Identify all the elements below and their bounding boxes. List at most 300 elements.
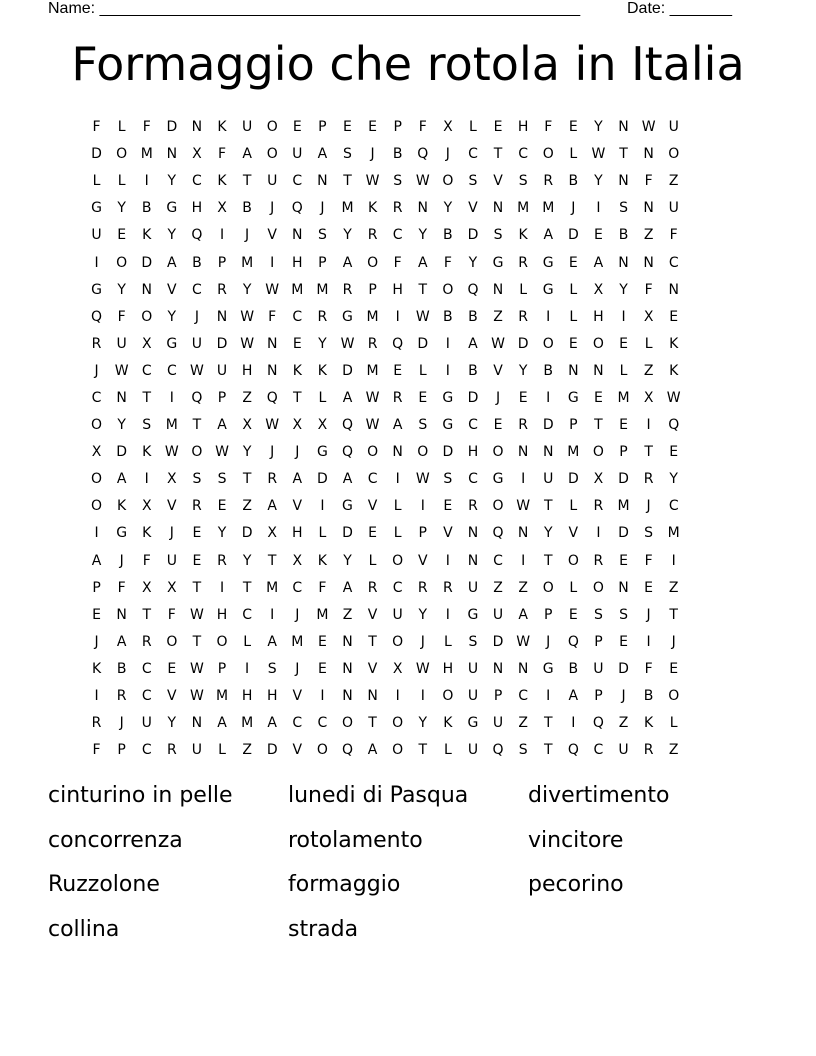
- grid-letter[interactable]: S: [468, 173, 478, 190]
- grid-letter[interactable]: L: [393, 498, 402, 515]
- grid-letter[interactable]: A: [468, 335, 478, 352]
- grid-letter[interactable]: T: [543, 742, 553, 759]
- grid-letter[interactable]: O: [91, 498, 103, 515]
- grid-letter[interactable]: E: [217, 498, 227, 515]
- grid-letter[interactable]: B: [568, 660, 579, 677]
- grid-letter[interactable]: T: [267, 552, 277, 569]
- grid-letter[interactable]: C: [593, 742, 604, 759]
- grid-letter[interactable]: Q: [492, 742, 504, 759]
- grid-letter[interactable]: E: [619, 552, 628, 569]
- grid-letter[interactable]: O: [442, 688, 454, 705]
- grid-letter[interactable]: X: [167, 579, 177, 596]
- grid-letter[interactable]: S: [518, 173, 528, 190]
- grid-letter[interactable]: N: [643, 146, 654, 163]
- grid-letter[interactable]: K: [142, 227, 152, 244]
- grid-letter[interactable]: L: [418, 362, 427, 379]
- grid-letter[interactable]: O: [141, 308, 153, 325]
- grid-letter[interactable]: V: [443, 525, 453, 542]
- grid-letter[interactable]: D: [467, 389, 479, 406]
- grid-letter[interactable]: J: [270, 444, 275, 461]
- grid-letter[interactable]: R: [643, 742, 654, 759]
- grid-letter[interactable]: N: [141, 281, 152, 298]
- grid-letter[interactable]: G: [492, 471, 504, 488]
- grid-letter[interactable]: H: [292, 525, 303, 542]
- grid-letter[interactable]: F: [393, 254, 402, 271]
- grid-letter[interactable]: W: [190, 660, 204, 677]
- grid-letter[interactable]: L: [469, 119, 477, 136]
- grid-letter[interactable]: Y: [242, 552, 252, 569]
- grid-letter[interactable]: N: [643, 254, 654, 271]
- grid-letter[interactable]: Z: [342, 606, 353, 623]
- grid-letter[interactable]: S: [142, 417, 152, 434]
- grid-letter[interactable]: R: [518, 417, 528, 434]
- grid-letter[interactable]: E: [317, 660, 327, 677]
- grid-letter[interactable]: E: [343, 119, 352, 136]
- grid-letter[interactable]: C: [141, 660, 152, 677]
- grid-letter[interactable]: W: [591, 146, 606, 163]
- grid-letter[interactable]: M: [341, 200, 354, 217]
- grid-letter[interactable]: P: [594, 688, 603, 705]
- grid-letter[interactable]: D: [216, 335, 228, 352]
- grid-letter[interactable]: U: [593, 660, 604, 677]
- grid-letter[interactable]: Q: [191, 227, 203, 244]
- grid-letter[interactable]: E: [593, 389, 603, 406]
- grid-letter[interactable]: K: [217, 119, 227, 136]
- grid-letter[interactable]: D: [417, 335, 429, 352]
- grid-letter[interactable]: W: [516, 498, 531, 515]
- grid-letter[interactable]: M: [266, 579, 279, 596]
- grid-letter[interactable]: W: [265, 417, 280, 434]
- grid-letter[interactable]: I: [270, 254, 275, 271]
- grid-letter[interactable]: N: [492, 200, 504, 217]
- grid-letter[interactable]: G: [542, 660, 554, 677]
- grid-letter[interactable]: X: [91, 444, 102, 461]
- grid-letter[interactable]: O: [116, 254, 128, 271]
- grid-letter[interactable]: C: [518, 146, 529, 163]
- grid-letter[interactable]: I: [521, 552, 526, 569]
- grid-letter[interactable]: K: [518, 227, 528, 244]
- grid-letter[interactable]: I: [144, 173, 149, 190]
- grid-letter[interactable]: E: [443, 498, 453, 515]
- grid-letter[interactable]: C: [292, 715, 303, 732]
- grid-letter[interactable]: G: [442, 417, 454, 434]
- grid-letter[interactable]: D: [166, 119, 178, 136]
- grid-letter[interactable]: X: [292, 417, 303, 434]
- grid-letter[interactable]: W: [114, 362, 129, 379]
- grid-letter[interactable]: K: [142, 525, 152, 542]
- grid-letter[interactable]: U: [191, 335, 203, 352]
- grid-letter[interactable]: R: [593, 498, 604, 515]
- grid-letter[interactable]: T: [242, 173, 252, 190]
- grid-letter[interactable]: I: [320, 498, 325, 515]
- grid-letter[interactable]: J: [295, 606, 300, 623]
- grid-letter[interactable]: E: [493, 119, 503, 136]
- grid-letter[interactable]: A: [242, 146, 252, 163]
- grid-letter[interactable]: I: [671, 552, 676, 569]
- grid-letter[interactable]: W: [491, 335, 505, 352]
- grid-letter[interactable]: J: [295, 444, 300, 461]
- grid-letter[interactable]: F: [142, 119, 151, 136]
- grid-letter[interactable]: A: [267, 633, 277, 650]
- grid-letter[interactable]: E: [368, 119, 377, 136]
- grid-letter[interactable]: G: [116, 525, 128, 542]
- grid-letter[interactable]: H: [467, 444, 479, 461]
- grid-letter[interactable]: R: [518, 254, 528, 271]
- grid-letter[interactable]: V: [367, 498, 378, 515]
- grid-letter[interactable]: T: [368, 633, 377, 650]
- grid-letter[interactable]: L: [393, 525, 402, 542]
- grid-letter[interactable]: O: [668, 146, 680, 163]
- grid-letter[interactable]: N: [342, 633, 353, 650]
- grid-letter[interactable]: Y: [242, 281, 252, 298]
- grid-letter[interactable]: V: [167, 688, 177, 705]
- grid-letter[interactable]: D: [618, 471, 629, 488]
- grid-letter[interactable]: T: [669, 606, 678, 623]
- grid-letter[interactable]: I: [320, 688, 325, 705]
- grid-letter[interactable]: I: [420, 688, 425, 705]
- grid-letter[interactable]: B: [392, 146, 403, 163]
- grid-letter[interactable]: Y: [418, 606, 428, 623]
- grid-letter[interactable]: L: [644, 335, 653, 352]
- grid-letter[interactable]: E: [669, 660, 679, 677]
- grid-letter[interactable]: O: [542, 335, 554, 352]
- grid-letter[interactable]: F: [92, 119, 101, 136]
- grid-letter[interactable]: O: [392, 742, 404, 759]
- grid-letter[interactable]: N: [593, 362, 604, 379]
- grid-letter[interactable]: C: [668, 498, 679, 515]
- grid-letter[interactable]: G: [166, 200, 178, 217]
- grid-letter[interactable]: F: [644, 281, 653, 298]
- grid-letter[interactable]: E: [619, 417, 628, 434]
- grid-letter[interactable]: Q: [341, 417, 353, 434]
- grid-letter[interactable]: Q: [392, 335, 404, 352]
- grid-letter[interactable]: L: [569, 308, 578, 325]
- grid-letter[interactable]: F: [644, 173, 653, 190]
- grid-letter[interactable]: T: [142, 606, 152, 623]
- grid-letter[interactable]: K: [669, 362, 679, 379]
- grid-letter[interactable]: S: [418, 417, 428, 434]
- grid-letter[interactable]: O: [442, 281, 454, 298]
- grid-letter[interactable]: A: [543, 227, 554, 244]
- grid-letter[interactable]: A: [91, 552, 102, 569]
- grid-letter[interactable]: B: [141, 200, 152, 217]
- grid-letter[interactable]: W: [190, 688, 204, 705]
- grid-letter[interactable]: D: [492, 633, 504, 650]
- grid-letter[interactable]: W: [365, 173, 380, 190]
- grid-letter[interactable]: E: [568, 254, 578, 271]
- grid-letter[interactable]: N: [517, 660, 529, 677]
- grid-letter[interactable]: A: [367, 742, 378, 759]
- grid-letter[interactable]: C: [141, 742, 152, 759]
- grid-letter[interactable]: N: [542, 444, 554, 461]
- grid-letter[interactable]: S: [593, 606, 603, 623]
- grid-letter[interactable]: L: [92, 173, 101, 190]
- grid-letter[interactable]: O: [341, 715, 353, 732]
- grid-letter[interactable]: I: [219, 579, 225, 596]
- grid-letter[interactable]: G: [442, 389, 454, 406]
- grid-letter[interactable]: N: [266, 362, 278, 379]
- grid-letter[interactable]: A: [167, 254, 177, 271]
- grid-letter[interactable]: D: [91, 146, 102, 163]
- grid-letter[interactable]: Z: [493, 579, 503, 596]
- grid-letter[interactable]: C: [392, 227, 403, 244]
- grid-letter[interactable]: Y: [468, 254, 478, 271]
- grid-letter[interactable]: U: [543, 471, 554, 488]
- grid-letter[interactable]: J: [571, 200, 576, 217]
- grid-letter[interactable]: C: [192, 173, 202, 190]
- grid-letter[interactable]: G: [542, 254, 554, 271]
- grid-letter[interactable]: N: [643, 200, 654, 217]
- grid-letter[interactable]: O: [592, 444, 604, 461]
- grid-letter[interactable]: R: [392, 389, 403, 406]
- grid-letter[interactable]: S: [493, 227, 503, 244]
- grid-letter[interactable]: V: [167, 281, 177, 298]
- grid-letter[interactable]: J: [546, 633, 551, 650]
- grid-letter[interactable]: Y: [242, 444, 252, 461]
- grid-letter[interactable]: Q: [592, 715, 604, 732]
- grid-letter[interactable]: V: [167, 498, 177, 515]
- grid-letter[interactable]: N: [517, 444, 529, 461]
- grid-letter[interactable]: O: [166, 633, 178, 650]
- grid-letter[interactable]: O: [442, 173, 454, 190]
- grid-letter[interactable]: T: [418, 742, 428, 759]
- grid-letter[interactable]: D: [567, 227, 579, 244]
- grid-letter[interactable]: O: [542, 579, 554, 596]
- grid-letter[interactable]: D: [342, 362, 353, 379]
- grid-letter[interactable]: Q: [341, 742, 353, 759]
- grid-letter[interactable]: R: [166, 742, 177, 759]
- grid-letter[interactable]: W: [415, 308, 430, 325]
- grid-letter[interactable]: R: [392, 200, 403, 217]
- grid-letter[interactable]: O: [592, 579, 604, 596]
- grid-letter[interactable]: J: [295, 660, 300, 677]
- grid-letter[interactable]: U: [668, 119, 679, 136]
- grid-letter[interactable]: V: [292, 688, 303, 705]
- grid-letter[interactable]: E: [669, 308, 679, 325]
- grid-letter[interactable]: Y: [443, 200, 453, 217]
- grid-letter[interactable]: F: [268, 308, 277, 325]
- grid-letter[interactable]: M: [617, 389, 630, 406]
- grid-letter[interactable]: O: [392, 552, 404, 569]
- grid-letter[interactable]: Y: [594, 173, 603, 190]
- grid-letter[interactable]: E: [167, 660, 177, 677]
- grid-letter[interactable]: Y: [594, 119, 603, 136]
- grid-letter[interactable]: W: [215, 444, 229, 461]
- grid-letter[interactable]: V: [417, 552, 428, 569]
- grid-letter[interactable]: O: [592, 335, 604, 352]
- grid-letter[interactable]: F: [92, 742, 101, 759]
- grid-letter[interactable]: N: [568, 362, 579, 379]
- grid-letter[interactable]: L: [117, 119, 126, 136]
- grid-letter[interactable]: K: [644, 715, 654, 732]
- grid-letter[interactable]: A: [342, 254, 353, 271]
- grid-letter[interactable]: A: [217, 417, 227, 434]
- grid-letter[interactable]: Y: [217, 525, 227, 542]
- grid-letter[interactable]: S: [217, 471, 227, 488]
- grid-letter[interactable]: G: [467, 715, 479, 732]
- grid-letter[interactable]: N: [618, 173, 629, 190]
- grid-letter[interactable]: C: [317, 715, 328, 732]
- grid-letter[interactable]: C: [367, 471, 378, 488]
- grid-letter[interactable]: L: [368, 552, 377, 569]
- grid-letter[interactable]: R: [417, 579, 428, 596]
- grid-letter[interactable]: O: [266, 146, 278, 163]
- grid-letter[interactable]: I: [445, 606, 450, 623]
- grid-letter[interactable]: N: [467, 525, 479, 542]
- grid-letter[interactable]: V: [468, 200, 478, 217]
- grid-letter[interactable]: N: [342, 660, 353, 677]
- grid-letter[interactable]: I: [245, 660, 250, 677]
- grid-letter[interactable]: C: [166, 362, 177, 379]
- grid-letter[interactable]: O: [567, 552, 579, 569]
- grid-letter[interactable]: O: [91, 417, 103, 434]
- date-field-label[interactable]: Date: _______: [627, 0, 732, 17]
- grid-letter[interactable]: Z: [242, 498, 252, 515]
- grid-letter[interactable]: V: [493, 362, 503, 379]
- grid-letter[interactable]: A: [292, 471, 303, 488]
- grid-letter[interactable]: R: [442, 579, 453, 596]
- grid-letter[interactable]: L: [519, 281, 528, 298]
- grid-letter[interactable]: H: [216, 606, 228, 623]
- grid-letter[interactable]: X: [242, 417, 252, 434]
- grid-letter[interactable]: N: [668, 281, 679, 298]
- grid-letter[interactable]: N: [116, 389, 127, 406]
- grid-letter[interactable]: X: [192, 146, 202, 163]
- grid-letter[interactable]: G: [542, 281, 554, 298]
- grid-letter[interactable]: I: [395, 308, 400, 325]
- grid-letter[interactable]: L: [243, 633, 252, 650]
- grid-letter[interactable]: N: [392, 444, 403, 461]
- grid-letter[interactable]: T: [192, 417, 202, 434]
- grid-letter[interactable]: Y: [669, 471, 678, 488]
- grid-letter[interactable]: G: [91, 200, 102, 217]
- grid-letter[interactable]: W: [415, 471, 430, 488]
- grid-letter[interactable]: I: [646, 633, 651, 650]
- grid-letter[interactable]: X: [392, 660, 403, 677]
- grid-letter[interactable]: R: [643, 471, 654, 488]
- grid-letter[interactable]: R: [91, 715, 102, 732]
- grid-letter[interactable]: I: [445, 335, 450, 352]
- grid-letter[interactable]: U: [91, 227, 102, 244]
- grid-letter[interactable]: D: [517, 335, 529, 352]
- grid-letter[interactable]: E: [92, 606, 101, 623]
- grid-letter[interactable]: I: [94, 688, 99, 705]
- grid-letter[interactable]: R: [367, 335, 378, 352]
- grid-letter[interactable]: N: [417, 200, 428, 217]
- grid-letter[interactable]: W: [240, 335, 255, 352]
- grid-letter[interactable]: W: [164, 444, 179, 461]
- grid-letter[interactable]: E: [568, 335, 578, 352]
- grid-letter[interactable]: C: [292, 579, 303, 596]
- grid-letter[interactable]: V: [292, 498, 303, 515]
- name-field-label[interactable]: Name: ______________________________________________________: [48, 0, 581, 17]
- grid-letter[interactable]: M: [517, 200, 530, 217]
- grid-letter[interactable]: T: [543, 552, 553, 569]
- grid-letter[interactable]: O: [266, 119, 278, 136]
- grid-letter[interactable]: Y: [543, 525, 553, 542]
- grid-letter[interactable]: Q: [91, 308, 103, 325]
- grid-letter[interactable]: E: [192, 525, 202, 542]
- grid-letter[interactable]: P: [569, 417, 578, 434]
- grid-letter[interactable]: N: [367, 688, 378, 705]
- grid-letter[interactable]: P: [217, 254, 227, 271]
- grid-letter[interactable]: A: [116, 633, 127, 650]
- grid-letter[interactable]: H: [241, 362, 253, 379]
- grid-letter[interactable]: E: [117, 227, 127, 244]
- grid-letter[interactable]: I: [445, 362, 450, 379]
- grid-letter[interactable]: M: [316, 281, 329, 298]
- grid-letter[interactable]: U: [467, 742, 479, 759]
- grid-letter[interactable]: P: [117, 742, 126, 759]
- grid-letter[interactable]: W: [365, 417, 380, 434]
- grid-letter[interactable]: O: [191, 444, 203, 461]
- grid-letter[interactable]: R: [468, 498, 478, 515]
- grid-letter[interactable]: W: [190, 362, 204, 379]
- grid-letter[interactable]: H: [266, 688, 278, 705]
- grid-letter[interactable]: S: [644, 525, 654, 542]
- grid-letter[interactable]: H: [392, 281, 403, 298]
- grid-letter[interactable]: W: [265, 281, 280, 298]
- grid-letter[interactable]: J: [445, 146, 450, 163]
- grid-letter[interactable]: S: [443, 471, 453, 488]
- grid-letter[interactable]: U: [618, 742, 629, 759]
- grid-letter[interactable]: F: [644, 552, 653, 569]
- grid-letter[interactable]: R: [342, 281, 353, 298]
- grid-letter[interactable]: Y: [167, 715, 177, 732]
- grid-letter[interactable]: K: [91, 660, 102, 677]
- grid-letter[interactable]: T: [343, 173, 352, 190]
- grid-letter[interactable]: X: [141, 335, 152, 352]
- grid-letter[interactable]: O: [668, 688, 680, 705]
- grid-letter[interactable]: L: [443, 742, 452, 759]
- grid-letter[interactable]: K: [292, 362, 302, 379]
- grid-letter[interactable]: E: [418, 389, 428, 406]
- grid-letter[interactable]: E: [368, 525, 377, 542]
- grid-letter[interactable]: P: [493, 688, 503, 705]
- grid-letter[interactable]: Y: [167, 308, 177, 325]
- grid-letter[interactable]: I: [596, 525, 601, 542]
- grid-letter[interactable]: U: [241, 119, 253, 136]
- grid-letter[interactable]: W: [415, 660, 430, 677]
- grid-letter[interactable]: Z: [643, 227, 654, 244]
- grid-letter[interactable]: A: [342, 579, 353, 596]
- grid-letter[interactable]: R: [367, 579, 378, 596]
- grid-letter[interactable]: N: [216, 308, 228, 325]
- grid-letter[interactable]: A: [317, 146, 328, 163]
- grid-letter[interactable]: D: [567, 471, 579, 488]
- grid-letter[interactable]: C: [292, 308, 303, 325]
- grid-letter[interactable]: G: [342, 308, 353, 325]
- grid-letter[interactable]: S: [192, 471, 202, 488]
- grid-letter[interactable]: V: [367, 606, 378, 623]
- grid-letter[interactable]: D: [542, 417, 554, 434]
- grid-letter[interactable]: U: [467, 660, 479, 677]
- grid-letter[interactable]: A: [267, 715, 277, 732]
- grid-letter[interactable]: G: [166, 335, 178, 352]
- grid-letter[interactable]: A: [417, 254, 428, 271]
- grid-letter[interactable]: F: [117, 308, 126, 325]
- grid-letter[interactable]: B: [643, 688, 654, 705]
- grid-letter[interactable]: T: [293, 389, 302, 406]
- grid-letter[interactable]: Z: [242, 742, 252, 759]
- grid-letter[interactable]: N: [618, 579, 629, 596]
- grid-letter[interactable]: A: [593, 254, 604, 271]
- grid-letter[interactable]: R: [192, 498, 202, 515]
- grid-letter[interactable]: K: [443, 715, 453, 732]
- grid-letter[interactable]: B: [192, 254, 202, 271]
- grid-letter[interactable]: R: [518, 308, 528, 325]
- grid-letter[interactable]: K: [117, 498, 127, 515]
